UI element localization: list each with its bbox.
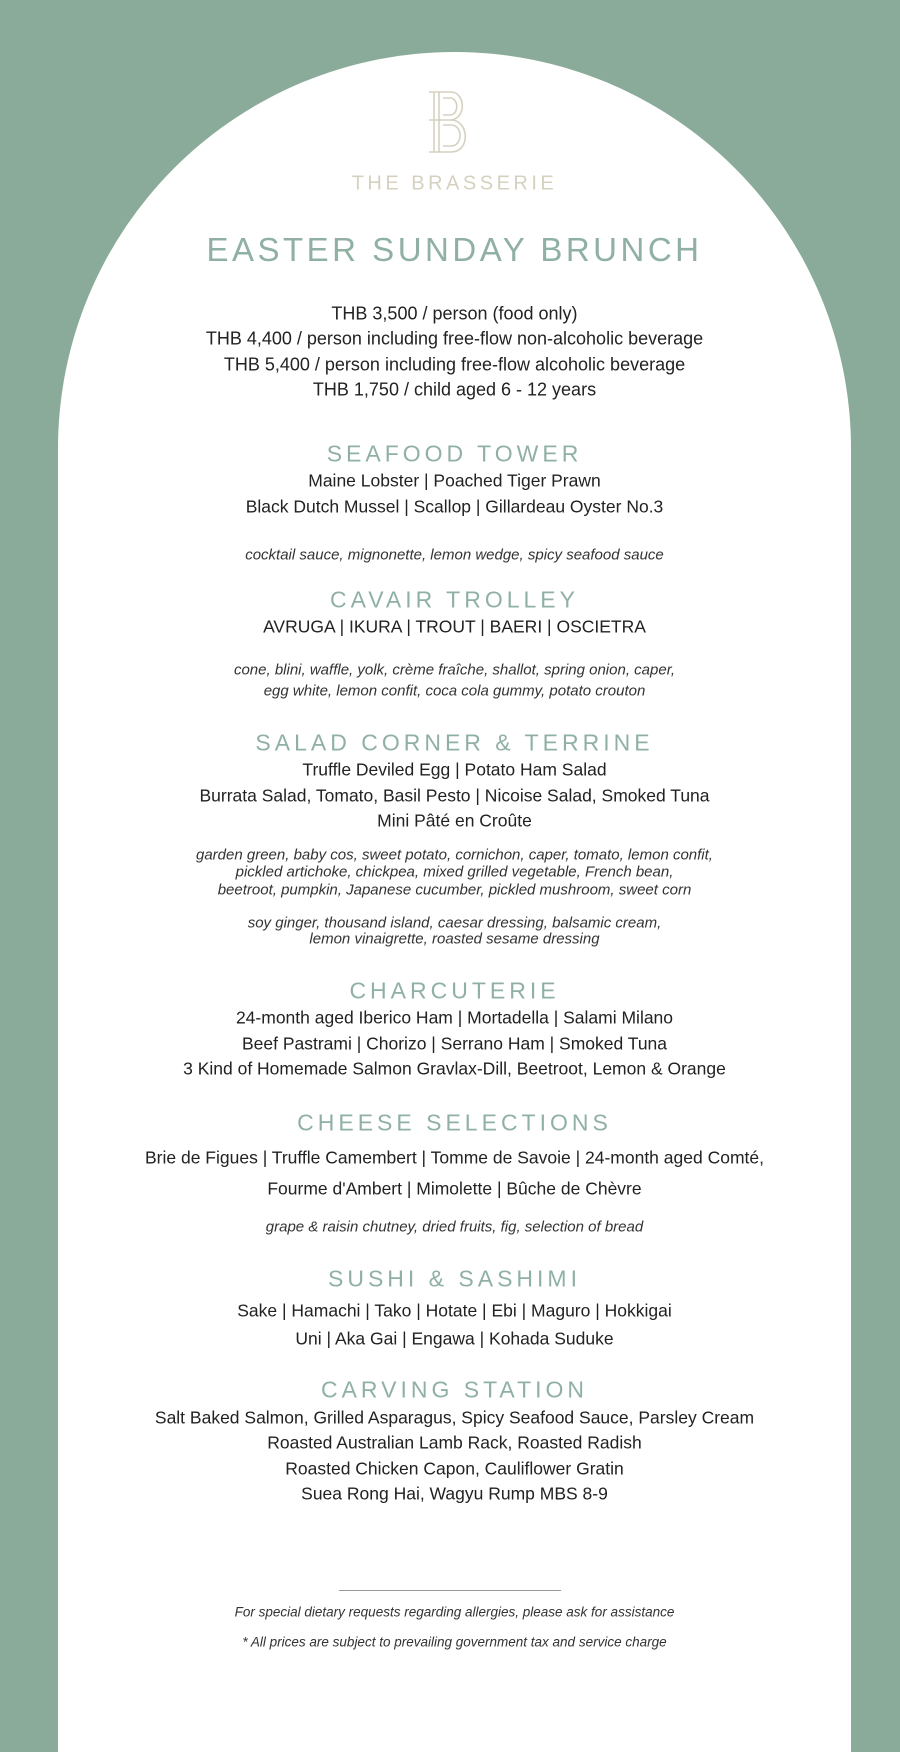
menu-item-line: Fourme d'Ambert | Mimolette | Bûche de Chèvre <box>267 1178 642 1199</box>
menu-item-line: Burrata Salad, Tomato, Basil Pesto | Nicoise Salad, Smoked Tuna <box>199 785 710 806</box>
menu-item-line: Black Dutch Mussel | Scallop | Gillardeau Oyster No.3 <box>245 496 664 517</box>
footer-allergy-note: For special dietary requests regarding allergies, please ask for assistance <box>234 1604 675 1620</box>
accompaniment-line: beetroot, pumpkin, Japanese cucumber, pickled mushroom, sweet corn <box>217 881 692 899</box>
price-line: THB 5,400 / person including free-flow alcoholic beverage <box>223 354 686 375</box>
accompaniment-line: cone, blini, waffle, yolk, crème fraîche, shallot, spring onion, caper, <box>233 661 676 679</box>
section-heading: SUSHI & SASHIMI <box>328 1265 581 1292</box>
page-title: EASTER SUNDAY BRUNCH <box>206 231 703 268</box>
menu-item-line: Suea Rong Hai, Wagyu Rump MBS 8-9 <box>301 1483 608 1504</box>
accompaniment-line: pickled artichoke, chickpea, mixed grilled vegetable, French bean, <box>235 863 674 881</box>
menu-item-line: Roasted Australian Lamb Rack, Roasted Radish <box>267 1432 642 1453</box>
accompaniment-line: soy ginger, thousand island, caesar dressing, balsamic cream, <box>247 914 662 932</box>
menu-item-line: Mini Pâté en Croûte <box>377 810 532 831</box>
menu-item-line: Uni | Aka Gai | Engawa | Kohada Suduke <box>295 1328 614 1349</box>
accompaniment-line: garden green, baby cos, sweet potato, cornichon, caper, tomato, lemon confit, <box>196 846 713 864</box>
accompaniment-line: egg white, lemon confit, coca cola gummy, potato crouton <box>263 682 646 700</box>
menu-item-line: 3 Kind of Homemade Salmon Gravlax-Dill, Beetroot, Lemon & Orange <box>183 1058 726 1079</box>
brand-name: THE BRASSERIE <box>351 172 558 195</box>
section-heading: CAVAIR TROLLEY <box>329 586 579 613</box>
accompaniment-line: grape & raisin chutney, dried fruits, fig, selection of bread <box>265 1218 644 1236</box>
menu-item-line: Truffle Deviled Egg | Potato Ham Salad <box>302 759 607 780</box>
menu-item-line: 24-month aged Iberico Ham | Mortadella | Salami Milano <box>235 1007 674 1028</box>
section-heading: CHARCUTERIE <box>349 977 560 1004</box>
footer-divider <box>339 1590 561 1591</box>
menu-item-line: Sake | Hamachi | Tako | Hotate | Ebi | Maguro | Hokkigai <box>237 1300 672 1321</box>
section-heading: SALAD CORNER & TERRINE <box>255 729 654 756</box>
price-line: THB 1,750 / child aged 6 - 12 years <box>312 379 597 400</box>
menu-item-line: AVRUGA | IKURA | TROUT | BAERI | OSCIETRA <box>263 616 646 637</box>
price-line: THB 4,400 / person including free-flow non-alcoholic beverage <box>205 328 704 349</box>
menu-item-line: Beef Pastrami | Chorizo | Serrano Ham | Smoked Tuna <box>241 1033 668 1054</box>
menu-item-line: Salt Baked Salmon, Grilled Asparagus, Spicy Seafood Sauce, Parsley Cream <box>154 1407 755 1428</box>
section-heading: CHEESE SELECTIONS <box>297 1109 612 1136</box>
footer-tax-note: * All prices are subject to prevailing government tax and service charge <box>242 1634 667 1650</box>
price-line: THB 3,500 / person (food only) <box>331 303 578 324</box>
menu-item-line: Brie de Figues | Truffle Camembert | Tomme de Savoie | 24-month aged Comté, <box>145 1147 764 1168</box>
accompaniment-line: lemon vinaigrette, roasted sesame dressing <box>309 930 600 948</box>
menu-item-line: Roasted Chicken Capon, Cauliflower Gratin <box>285 1458 624 1479</box>
menu-item-line: Maine Lobster | Poached Tiger Prawn <box>308 470 601 491</box>
section-heading: SEAFOOD TOWER <box>326 440 583 467</box>
section-heading: CARVING STATION <box>320 1376 589 1403</box>
accompaniment-line: cocktail sauce, mignonette, lemon wedge, spicy seafood sauce <box>245 546 664 564</box>
brasserie-logo <box>425 90 475 154</box>
